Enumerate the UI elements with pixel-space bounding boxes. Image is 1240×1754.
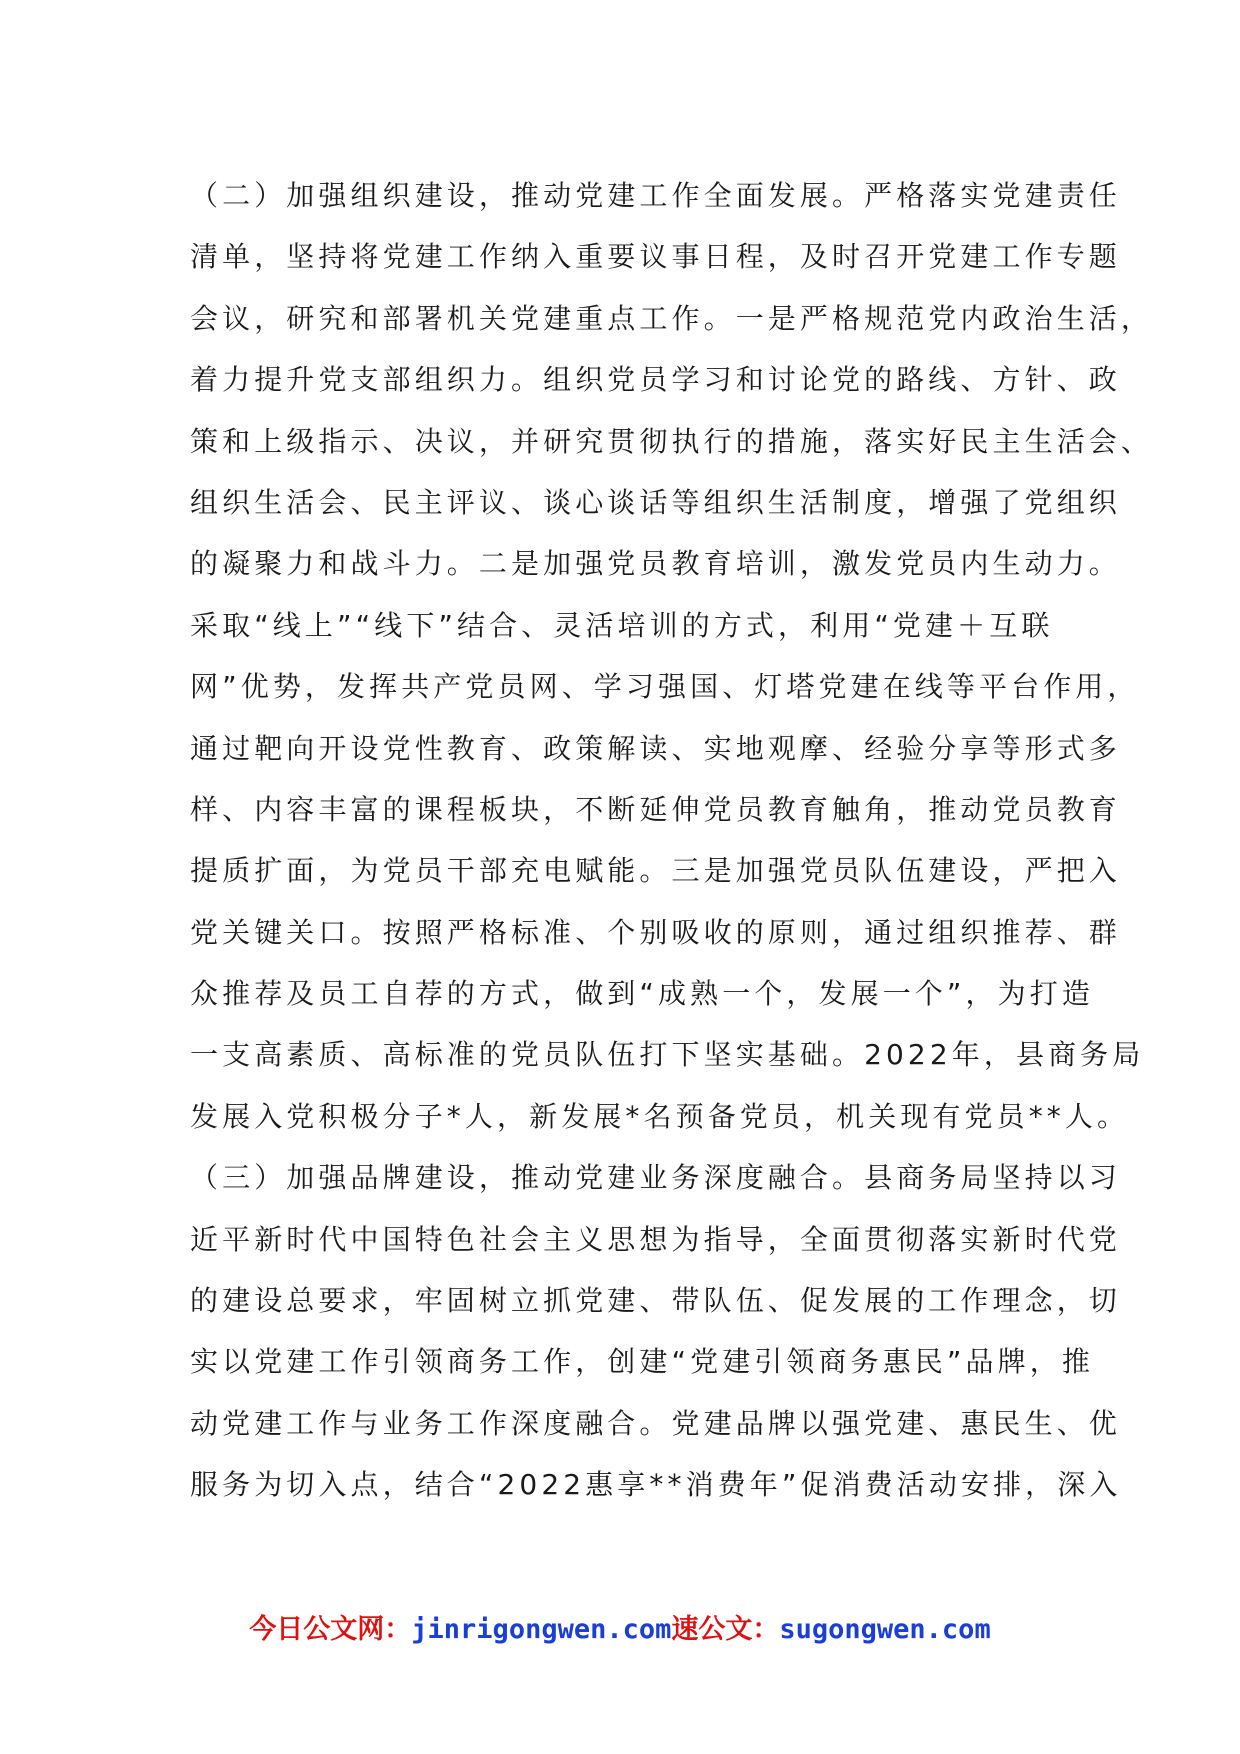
text-line: 众推荐及员工自荐的方式，做到“成熟一个，发展一个”，为打造 xyxy=(190,977,1094,1011)
text-line: 的建设总要求，牢固树立抓党建、带队伍、促发展的工作理念，切 xyxy=(190,1284,1121,1318)
text-line: 组织生活会、民主评议、谈心谈话等组织生活制度，增强了党组织 xyxy=(190,485,1121,519)
text-line: （三）加强品牌建设，推动党建业务深度融合。县商务局坚持以习 xyxy=(190,1161,1121,1195)
text-line: 服务为切入点，结合“2022惠享**消费年”促消费活动安排，深入 xyxy=(190,1468,1122,1502)
text-line: 采取“线上”“线下”结合、灵活培训的方式，利用“党建＋互联 xyxy=(190,608,1054,642)
text-line: 的凝聚力和战斗力。二是加强党员教育培训，激发党员内生动力。 xyxy=(190,547,1121,581)
text-line: （二）加强组织建设，推动党建工作全面发展。严格落实党建责任 xyxy=(190,179,1121,212)
text-line: 一支高素质、高标准的党员队伍打下坚实基础。2022年，县商务局 xyxy=(190,1038,1145,1072)
text-line: 提质扩面，为党员干部充电赋能。三是加强党员队伍建设，严把入 xyxy=(190,854,1121,888)
text-line: 发展入党积极分子*人，新发展*名预备党员，机关现有党员**人。 xyxy=(190,1099,1130,1133)
text-line: 着力提升党支部组织力。组织党员学习和讨论党的路线、方针、政 xyxy=(190,363,1121,397)
text-line: 近平新时代中国特色社会主义思想为指导，全面贯彻落实新时代党 xyxy=(190,1222,1121,1256)
document-body xyxy=(190,165,1154,1516)
footer-site2-link[interactable]: sugongwen.com xyxy=(779,1614,991,1645)
footer-site2-label: 速公文： xyxy=(671,1614,780,1645)
text-line: 策和上级指示、决议，并研究贯彻执行的措施，落实好民主生活会、 xyxy=(190,424,1154,458)
text-line: 实以党建工作引领商务工作，创建“党建引领商务惠民”品牌，推 xyxy=(190,1345,1094,1379)
text-line: 网”优势，发挥共产党员网、学习强国、灯塔党建在线等平台作用， xyxy=(190,670,1140,704)
footer-site1-label: 今日公文网： xyxy=(249,1614,412,1645)
text-line: 通过靶向开设党性教育、政策解读、实地观摩、经验分享等形式多 xyxy=(190,731,1121,765)
text-line: 样、内容丰富的课程板块，不断延伸党员教育触角，推动党员教育 xyxy=(190,792,1121,826)
text-line: 党关键关口。按照严格标准、个别吸收的原则，通过组织推荐、群 xyxy=(190,915,1121,949)
footer-site1-link[interactable]: jinrigongwen.com xyxy=(411,1614,672,1645)
text-line: 会议，研究和部署机关党建重点工作。一是严格规范党内政治生活， xyxy=(190,301,1154,335)
footer-watermark xyxy=(0,1610,1240,1650)
text-line: 清单，坚持将党建工作纳入重要议事日程，及时召开党建工作专题 xyxy=(190,240,1121,274)
text-line: 动党建工作与业务工作深度融合。党建品牌以强党建、惠民生、优 xyxy=(190,1406,1121,1440)
